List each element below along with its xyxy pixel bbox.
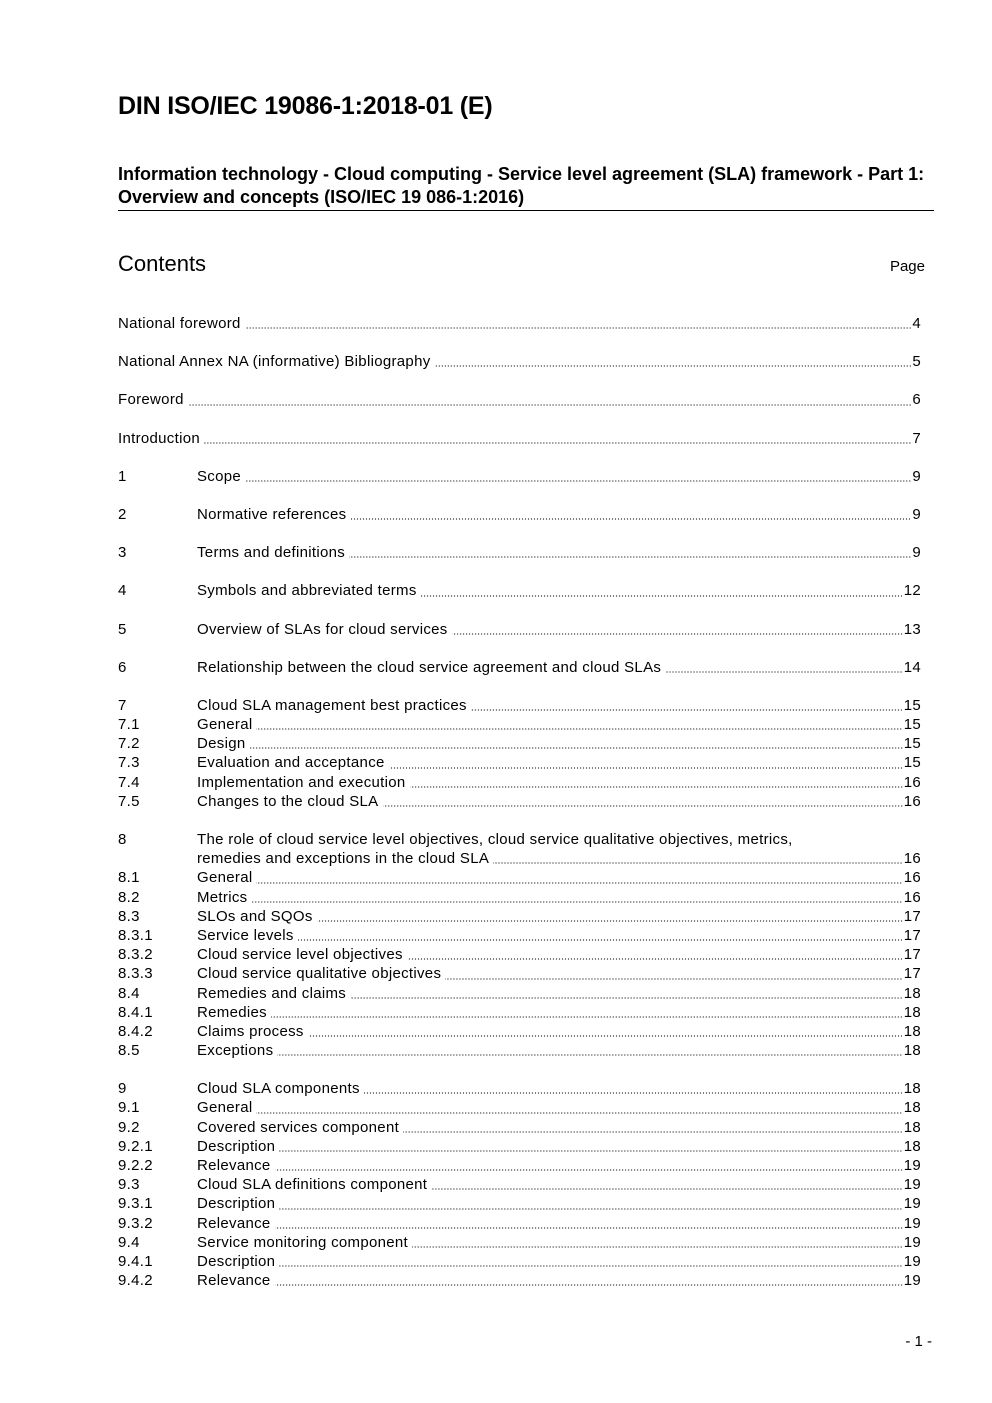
toc-entry-number: 8.3.1: [118, 926, 153, 944]
toc-leader: [245, 327, 912, 329]
toc-entry[interactable]: [118, 658, 921, 677]
toc-entry-number: 8.3.2: [118, 946, 153, 964]
toc-entry-title: Terms and definitions: [197, 544, 346, 562]
toc-entry-title-line2: remedies and exceptions in the cloud SLA: [197, 850, 490, 868]
toc-entry-number: 8.4: [118, 984, 140, 1002]
toc-entry-title: Service levels: [197, 926, 294, 944]
toc-entry-number: 7.5: [118, 792, 140, 810]
toc-entry[interactable]: [118, 1252, 921, 1271]
toc-entry-page: 19: [903, 1233, 921, 1251]
toc-leader: [277, 1054, 902, 1056]
toc-leader: [204, 442, 911, 444]
toc-leader: [308, 1035, 903, 1037]
toc-leader: [364, 1092, 903, 1094]
toc-leader: [410, 786, 903, 788]
toc-leader: [271, 1016, 903, 1018]
toc-entry-title: Scope: [197, 467, 242, 485]
toc-entry-title: Overview of SLAs for cloud services: [197, 620, 448, 638]
toc-entry[interactable]: [118, 773, 921, 792]
toc-leader: [407, 958, 903, 960]
toc-entry-number: 7.1: [118, 716, 140, 734]
toc-entry-title: Cloud service level objectives: [197, 946, 403, 964]
toc-entry-page: 16: [903, 792, 921, 810]
toc-leader: [317, 920, 903, 922]
toc-entry-title: Service monitoring component: [197, 1233, 409, 1251]
toc-entry-title: Covered services component: [197, 1118, 400, 1136]
toc-leader: [245, 480, 911, 482]
toc-entry-number: 9: [118, 1080, 127, 1098]
toc-leader: [279, 1265, 902, 1267]
toc-entry-page: 16: [903, 888, 921, 906]
toc-entry[interactable]: [118, 352, 921, 371]
toc-entry-number: 8.3: [118, 907, 140, 925]
toc-leader: [275, 1284, 903, 1286]
toc-entry[interactable]: [118, 620, 921, 639]
toc-entry-number: 8.1: [118, 869, 140, 887]
toc-entry-title: Normative references: [197, 505, 347, 523]
toc-entry-number: 9.3.1: [118, 1195, 153, 1213]
toc-entry[interactable]: [118, 1079, 921, 1098]
toc-entry-title: Exceptions: [197, 1042, 274, 1060]
toc-entry-page: 18: [903, 1080, 921, 1098]
toc-entry[interactable]: [118, 429, 921, 448]
toc-entry[interactable]: [118, 907, 921, 926]
toc-entry-title: Introduction: [118, 429, 200, 447]
toc-leader: [279, 1208, 902, 1210]
toc-entry-title: Cloud service qualitative objectives: [197, 965, 442, 983]
toc-entry-page: 18: [903, 1022, 921, 1040]
toc-entry-page: 15: [903, 754, 921, 772]
toc-leader: [275, 1169, 903, 1171]
toc-entry-page: 16: [903, 869, 921, 887]
toc-entry[interactable]: [118, 505, 921, 524]
toc-entry[interactable]: [118, 1003, 921, 1022]
toc-entry[interactable]: [118, 964, 921, 983]
toc-leader: [298, 939, 903, 941]
toc-entry-number: 9.4: [118, 1233, 140, 1251]
toc-entry-page: 19: [903, 1176, 921, 1194]
toc-entry-number: 7: [118, 696, 127, 714]
toc-entry-number: 8: [118, 831, 127, 848]
toc-entry-title: Implementation and execution: [197, 773, 406, 791]
toc-entry[interactable]: [118, 1022, 921, 1041]
toc-entry-page: 9: [912, 544, 921, 562]
toc-entry[interactable]: [118, 1214, 921, 1233]
toc-entry-title: Description: [197, 1195, 276, 1213]
toc-entry[interactable]: [118, 1156, 921, 1175]
toc-leader: [349, 556, 911, 558]
toc-entry-page: 4: [912, 315, 921, 332]
toc-leader: [279, 1150, 902, 1152]
toc-entry-title: National Annex NA (informative) Bibliography: [118, 353, 431, 371]
toc-entry[interactable]: [118, 696, 921, 715]
toc-entry-title: Cloud SLA definitions component: [197, 1176, 428, 1194]
toc-entry[interactable]: [118, 1118, 921, 1137]
toc-leader: [403, 1131, 903, 1133]
toc-entry-number: 9.2: [118, 1118, 140, 1136]
toc-leader: [350, 997, 903, 999]
toc-entry[interactable]: [118, 467, 921, 486]
toc-leader: [256, 728, 902, 730]
toc-entry-page: 19: [903, 1252, 921, 1270]
toc-entry-number: 7.2: [118, 735, 140, 753]
toc-entry-title: General: [197, 1099, 253, 1117]
document-title: DIN ISO/IEC 19086-1:2018-01 (E): [118, 92, 493, 120]
toc-entry-title: General: [197, 716, 253, 734]
toc-entry-title: Metrics: [197, 888, 248, 906]
toc-entry-title: Remedies and claims: [197, 984, 347, 1002]
title-divider: [118, 210, 934, 211]
toc-entry-number: 9.3.2: [118, 1214, 153, 1232]
toc-entry-number: 6: [118, 658, 127, 676]
toc-leader: [471, 709, 903, 711]
toc-entry-number: 8.2: [118, 888, 140, 906]
toc-entry-page: 14: [903, 658, 921, 676]
toc-leader: [350, 518, 911, 520]
footer-page-number: - 1 -: [905, 1333, 932, 1350]
toc-entry[interactable]: [118, 984, 921, 1003]
toc-entry-number: 3: [118, 544, 127, 562]
toc-entry-number: 9.2.2: [118, 1157, 153, 1175]
toc-entry-number: 7.4: [118, 773, 140, 791]
toc-entry-page: 19: [903, 1272, 921, 1290]
toc-leader: [256, 882, 902, 884]
toc-entry-page: 18: [903, 1137, 921, 1155]
toc-leader: [256, 1112, 902, 1114]
toc-entry-page: 18: [903, 1003, 921, 1021]
page-column-label: Page: [889, 258, 925, 275]
toc-entry-title: Cloud SLA management best practices: [197, 696, 467, 714]
toc-entry-page: 19: [903, 1214, 921, 1232]
toc-entry-page: 13: [903, 620, 921, 638]
toc-entry[interactable]: [118, 1098, 921, 1117]
toc-entry-page: 9: [912, 467, 921, 485]
toc-entry-page: 9: [912, 505, 921, 523]
toc-leader: [665, 671, 903, 673]
toc-entry-page: 17: [903, 946, 921, 964]
toc-entry-number: 8.3.3: [118, 965, 153, 983]
toc-entry-page: 17: [903, 926, 921, 944]
toc-entry-title: Relationship between the cloud service agreement and cloud SLAs: [197, 658, 662, 676]
toc-entry-title: Remedies: [197, 1003, 267, 1021]
toc-leader: [452, 633, 903, 635]
toc-leader: [188, 404, 912, 406]
toc-leader: [431, 1188, 902, 1190]
toc-entry-number: 9.4.1: [118, 1252, 153, 1270]
toc-entry-page: 16: [903, 850, 921, 868]
toc-entry-page: 19: [903, 1157, 921, 1175]
toc-entry-number: 9.3: [118, 1176, 140, 1194]
toc-entry[interactable]: [118, 390, 921, 409]
toc-entry-page: 15: [903, 735, 921, 753]
toc-entry[interactable]: [118, 543, 921, 562]
toc-entry-number: 8.4.2: [118, 1022, 153, 1040]
toc-entry-title: National foreword: [118, 315, 241, 332]
toc-entry[interactable]: [118, 581, 921, 600]
contents-heading: Contents: [118, 251, 207, 276]
toc-entry[interactable]: [118, 792, 921, 811]
toc-entry-title-line1: The role of cloud service level objectives, cloud service qualitative objectives, metrics,: [197, 831, 793, 848]
toc-entry[interactable]: [118, 734, 921, 753]
toc-leader: [251, 901, 902, 903]
toc-leader: [493, 862, 903, 864]
toc-leader: [421, 595, 903, 597]
toc-entry[interactable]: [118, 1271, 921, 1290]
toc-entry[interactable]: [118, 314, 921, 333]
toc-entry[interactable]: [118, 945, 921, 964]
toc-entry-title: Relevance: [197, 1214, 271, 1232]
toc-entry-number: 7.3: [118, 754, 140, 772]
toc-entry-title: Description: [197, 1252, 276, 1270]
toc-entry-title: Cloud SLA components: [197, 1080, 360, 1098]
toc-entry-page: 19: [903, 1195, 921, 1213]
toc-entry-page: 17: [903, 965, 921, 983]
toc-entry-title: Symbols and abbreviated terms: [197, 582, 417, 600]
toc-entry-title: Relevance: [197, 1157, 271, 1175]
toc-entry[interactable]: [118, 868, 921, 887]
toc-entry-page: 18: [903, 1118, 921, 1136]
toc-entry-title: SLOs and SQOs: [197, 907, 313, 925]
toc-entry-title: Evaluation and acceptance: [197, 754, 385, 772]
toc-entry[interactable]: [118, 1175, 921, 1194]
toc-entry-number: 2: [118, 505, 127, 523]
toc-entry-number: 5: [118, 620, 127, 638]
toc-leader: [435, 365, 912, 367]
toc-entry-number: 8.5: [118, 1042, 140, 1060]
toc-entry-title: Description: [197, 1137, 276, 1155]
toc-entry-page: 12: [903, 582, 921, 600]
toc-entry-title: Foreword: [118, 391, 184, 409]
toc-leader: [383, 805, 903, 807]
toc-leader: [412, 1246, 903, 1248]
toc-leader: [275, 1227, 903, 1229]
toc-entry[interactable]: [118, 1041, 921, 1060]
toc-entry[interactable]: [118, 1194, 921, 1213]
toc-entry-number: 4: [118, 582, 127, 600]
toc-entry-title: Changes to the cloud SLA: [197, 792, 379, 810]
toc-entry-page: 5: [912, 353, 921, 371]
toc-entry-page: 18: [903, 1042, 921, 1060]
table-of-contents: [118, 314, 921, 1290]
toc-entry-page: 6: [912, 391, 921, 409]
toc-entry[interactable]: [118, 926, 921, 945]
toc-leader: [445, 978, 902, 980]
toc-entry-title: Design: [197, 735, 246, 753]
toc-entry-page: 17: [903, 907, 921, 925]
toc-entry[interactable]: [118, 830, 921, 868]
toc-entry[interactable]: [118, 1137, 921, 1156]
toc-entry[interactable]: [118, 753, 921, 772]
toc-entry-number: 8.4.1: [118, 1003, 153, 1021]
toc-entry-page: 15: [903, 716, 921, 734]
toc-leader: [250, 747, 903, 749]
toc-entry-page: 15: [903, 696, 921, 714]
toc-entry-number: 9.4.2: [118, 1272, 153, 1290]
toc-leader: [389, 767, 903, 769]
toc-entry-title: General: [197, 869, 253, 887]
toc-entry[interactable]: [118, 715, 921, 734]
toc-entry-title: Claims process: [197, 1022, 304, 1040]
toc-entry-page: 16: [903, 773, 921, 791]
toc-entry-title: Relevance: [197, 1272, 271, 1290]
toc-entry-number: 1: [118, 467, 127, 485]
toc-entry-page: 18: [903, 1099, 921, 1117]
toc-entry-page: 18: [903, 984, 921, 1002]
toc-entry[interactable]: [118, 888, 921, 907]
toc-entry-number: 9.1: [118, 1099, 140, 1117]
document-subtitle: Information technology - Cloud computing - Service level agreement (SLA) framework - Part 1: Overview and concepts (ISO/IEC 19 086-1:2016): [118, 164, 925, 207]
toc-entry-number: 9.2.1: [118, 1137, 153, 1155]
toc-entry[interactable]: [118, 1233, 921, 1252]
toc-entry-page: 7: [912, 429, 921, 447]
